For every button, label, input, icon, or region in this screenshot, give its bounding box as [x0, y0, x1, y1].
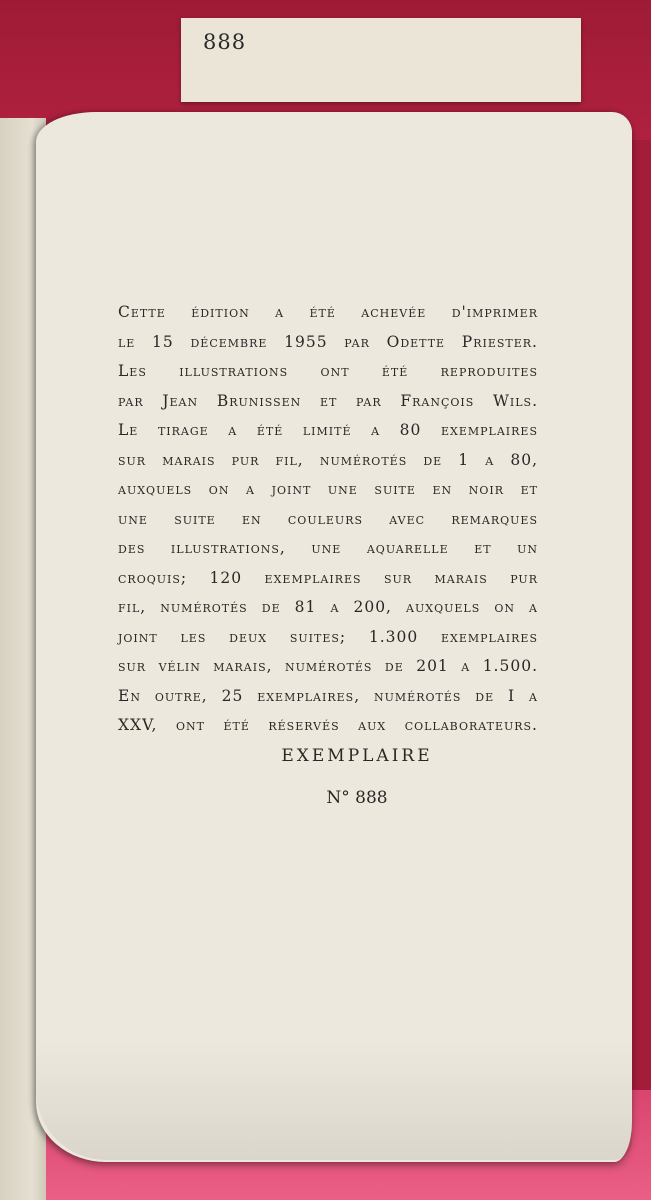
- colophon-line: En outre, 25 exemplaires, numérotés de I a: [118, 686, 538, 705]
- colophon-line: XXV, ont été réservés aux collaborateurs.: [118, 716, 538, 734]
- colophon-line: croquis; 120 exemplaires sur marais pur: [118, 568, 538, 587]
- colophon-line: des illustrations, une aquarelle et un: [118, 539, 538, 557]
- colophon-line: le 15 décembre 1955 par Odette Priester.: [118, 332, 538, 351]
- colophon-line: sur marais pur fil, numérotés de 1 a 80,: [118, 450, 538, 469]
- colophon-line: fil, numérotés de 81 a 200, auxquels on a: [118, 598, 538, 616]
- colophon-line: Cette édition a été achevée d'imprimer: [118, 303, 538, 321]
- slip-number: 888: [203, 30, 247, 54]
- exemplaire-number: N° 888: [326, 788, 388, 808]
- colophon-text: [118, 298, 538, 741]
- number-slip: [181, 18, 581, 102]
- colophon-line: par Jean Brunissen et par François Wils.: [118, 391, 538, 410]
- colophon-line: une suite en couleurs avec remarques: [118, 509, 538, 528]
- colophon-line: auxquels on a joint une suite en noir et: [118, 480, 538, 498]
- exemplaire-label: EXEMPLAIRE: [281, 746, 433, 766]
- colophon-line: Les illustrations ont été reproduites: [118, 362, 538, 380]
- colophon-line: Le tirage a été limité a 80 exemplaires: [118, 421, 538, 439]
- colophon-line: joint les deux suites; 1.300 exemplaires: [118, 627, 538, 646]
- colophon-line: sur vélin marais, numérotés de 201 a 1.500.: [118, 657, 538, 675]
